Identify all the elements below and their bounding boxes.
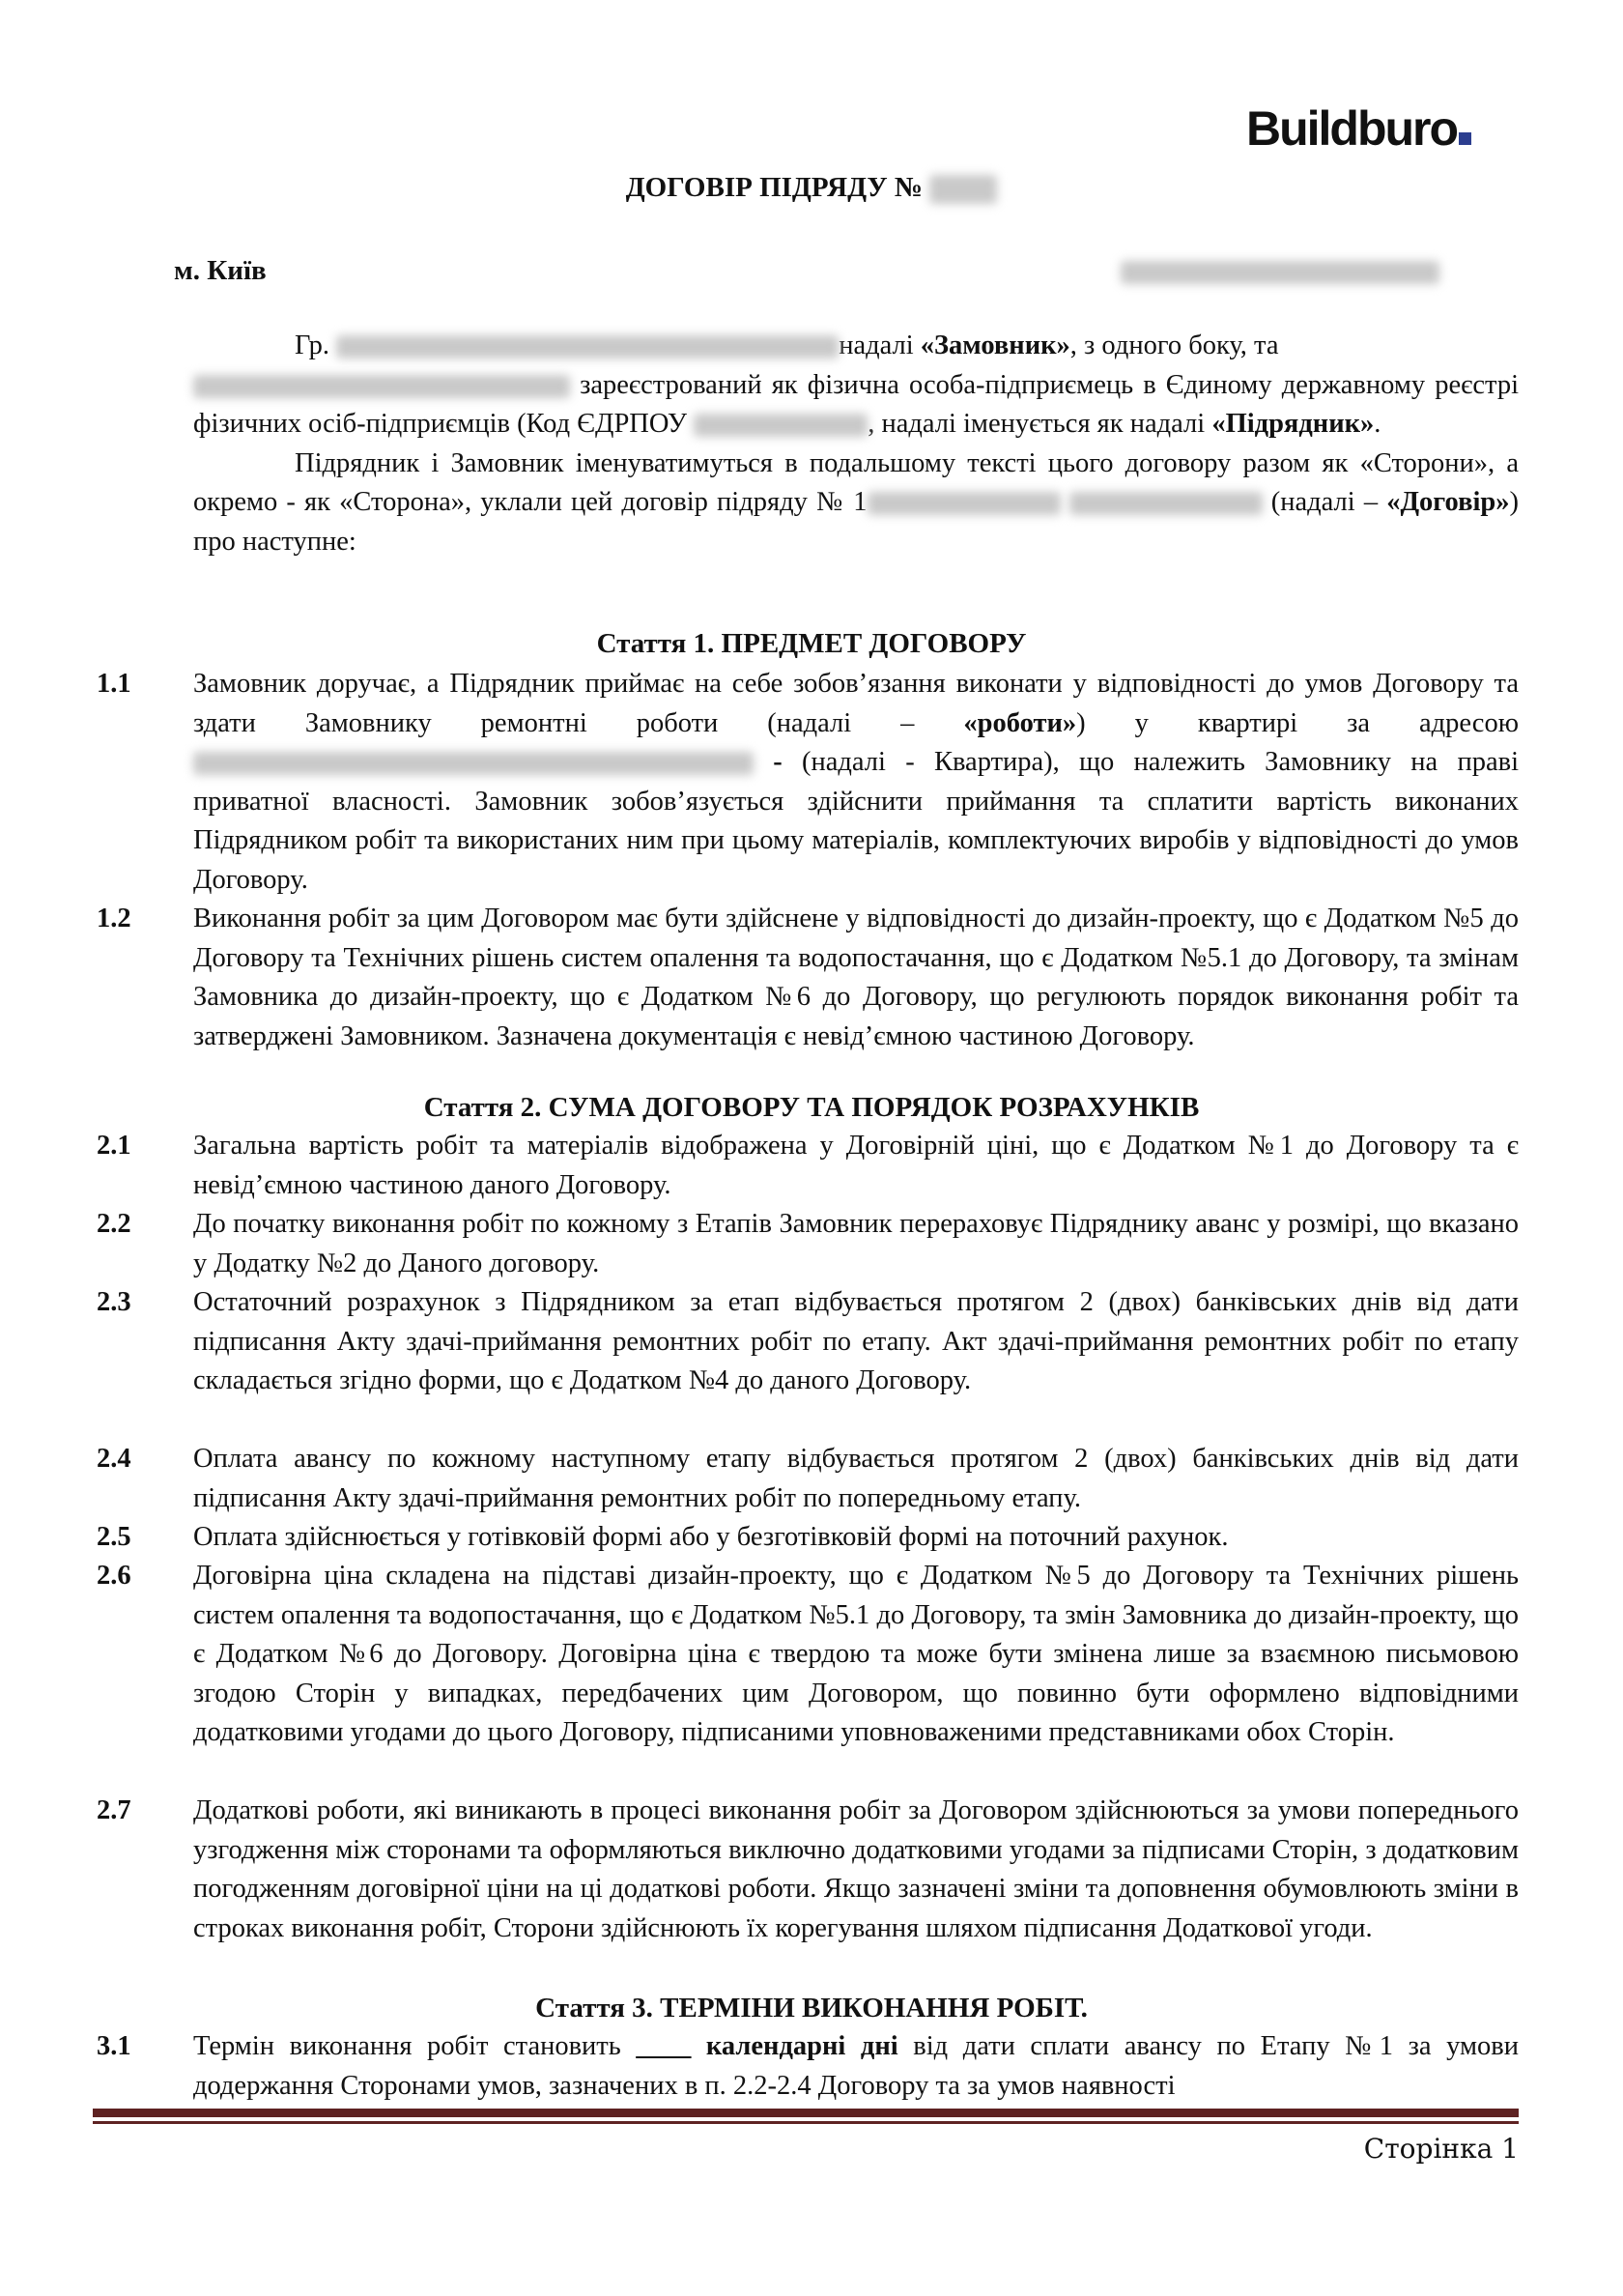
clause-text: Остаточний розрахунок з Підрядником за етап відбувається протягом 2 (двох) банківських днів від дати підписання Акту здачі-приймання ремонтних робіт по етапу. Акт здачі-приймання ремонтних робіт по етапу складається згідно форми, що є Додатком №4 до даного Договору. bbox=[193, 1287, 1519, 1395]
document-title bbox=[0, 172, 1623, 204]
clause-2-7 bbox=[97, 1792, 1519, 1948]
section-1-heading: Стаття 1. ПРЕДМЕТ ДОГОВОРУ bbox=[596, 628, 1027, 659]
redacted-contractor-name bbox=[193, 375, 570, 398]
clause-number: 2.3 bbox=[97, 1287, 131, 1317]
redacted-customer-name bbox=[336, 335, 839, 359]
clause-text: Замовник доручає, а Підрядник приймає на себе зобов’язання виконати у відповідності до умов Договору та здати Замовнику ремонтні роботи (надалі – «роботи») у квартирі за адресою - (надалі - Квартира), що належить Замовнику на праві приватної власності. Замовник зобов’язується здійснити приймання та сплатити вартість виконаних Підрядником робіт та використаних ним при цьому матеріалів, комплектуючих виробів у відповідності до умов Договору. bbox=[193, 669, 1519, 895]
clause-number: 1.1 bbox=[97, 669, 131, 699]
clause-1-2 bbox=[97, 900, 1519, 1056]
clause-number: 2.4 bbox=[97, 1444, 131, 1474]
footer-rule-thin bbox=[93, 2121, 1519, 2124]
clause-text: Термін виконання робіт становить ____ календарні дні від дати сплати авансу по Етапу №1 за умови додержання Сторонами умов, зазначених в п. 2.2-2.4 Договору та за умов наявності bbox=[193, 2031, 1519, 2101]
clause-1-1 bbox=[97, 665, 1519, 900]
clause-number: 1.2 bbox=[97, 904, 131, 933]
clause-text: Оплата авансу по кожному наступному етапу відбувається протягом 2 (двох) банківських днів від дати підписання Акту здачі-приймання ремонтних робіт по попередньому етапу. bbox=[193, 1444, 1519, 1513]
title-text: ДОГОВІР ПІДРЯДУ № bbox=[625, 172, 924, 203]
section-3-heading: Стаття 3. ТЕРМІНИ ВИКОНАННЯ РОБІТ. bbox=[535, 1993, 1088, 2023]
redacted-edrpou-code bbox=[694, 414, 868, 437]
clause-text: Виконання робіт за цим Договором має бути здійснене у відповідності до дизайн-проекту, що є Додатком №5 до Договору та Технічних рішень систем опалення та водопостачання, що є Додатком №5.1 до Договору, та змінам Замовника до дизайн-проекту, що є Додатком №6 до Договору, що регулюють порядок виконання робіт та затверджені Замовником. Зазначена документація є невід’ємною частиною Договору. bbox=[193, 904, 1519, 1051]
redacted-contract-ref bbox=[868, 492, 1061, 515]
clause-number: 2.1 bbox=[97, 1131, 131, 1161]
redacted-address bbox=[193, 752, 754, 775]
clause-text: Додаткові роботи, які виникають в процесі виконання робіт за Договором здійснюються за умови попереднього узгодження між сторонами та оформляються виключно додатковими угодами за підписами Сторін, з додатковим погодженням договірної ціни на ці додаткові роботи. Якщо зазначені зміни та доповнення обумовлюють зміни в строках виконання робіт, Сторони здійснюють їх корегування шляхом підписання Додаткової угоди. bbox=[193, 1795, 1519, 1943]
clause-3-1 bbox=[97, 2027, 1519, 2106]
clause-number: 2.7 bbox=[97, 1795, 131, 1825]
preamble bbox=[193, 327, 1519, 561]
city-date-row bbox=[174, 255, 1449, 287]
section-2-heading: Стаття 2. СУМА ДОГОВОРУ ТА ПОРЯДОК РОЗРАХУНКІВ bbox=[423, 1092, 1200, 1123]
redacted-date bbox=[1121, 261, 1439, 284]
city-label: м. Київ bbox=[174, 255, 267, 286]
logo-dot-icon bbox=[1459, 132, 1471, 145]
clause-text: До початку виконання робіт по кожному з Етапів Замовник перераховує Підряднику аванс у розмірі, що вказано у Додатку №2 до Даного договору. bbox=[193, 1209, 1519, 1278]
term-customer: «Замовник» bbox=[920, 330, 1070, 360]
footer-rule-thick bbox=[93, 2109, 1519, 2117]
clause-number: 2.6 bbox=[97, 1561, 131, 1591]
clause-2-5 bbox=[97, 1518, 1519, 1558]
clause-number: 2.5 bbox=[97, 1522, 131, 1552]
term-contractor: «Підрядник» bbox=[1211, 409, 1375, 439]
clause-2-4 bbox=[97, 1440, 1519, 1518]
page-number: Сторінка 1 bbox=[1363, 2133, 1519, 2165]
clause-text: Загальна вартість робіт та матеріалів відображена у Договірній ціні, що є Додатком №1 до Договору та є невід’ємною частиною даного Договору. bbox=[193, 1131, 1519, 1200]
clause-number: 3.1 bbox=[97, 2031, 131, 2061]
clause-2-1 bbox=[97, 1127, 1519, 1205]
term-contract: «Договір» bbox=[1386, 487, 1510, 517]
preamble-paragraph-parties: Гр. надалі «Замовник», з одного боку, та зареєстрований як фізична особа-підприємець в Єдиному державному реєстрі фізичних осіб-підприємців (Код ЄДРПОУ , надалі іменується як надалі «Підрядник». bbox=[193, 330, 1519, 439]
logo-text: Buildburo bbox=[1246, 101, 1458, 156]
buildburo-logo bbox=[1246, 101, 1471, 156]
clause-2-6 bbox=[97, 1557, 1519, 1753]
clause-2-3 bbox=[97, 1283, 1519, 1401]
clause-text: Оплата здійснюється у готівковій формі або у безготівковій формі на поточний рахунок. bbox=[193, 1522, 1229, 1552]
clause-2-2 bbox=[97, 1205, 1519, 1283]
redacted-contract-date bbox=[1069, 492, 1263, 515]
clause-text: Договірна ціна складена на підставі дизайн-проекту, що є Додатком №5 до Договору та Технічних рішень систем опалення та водопостачання, що є Додатком №5.1 до Договору, та змін Замовника до дизайн-проекту, що є Додатком №6 до Договору. Договірна ціна є твердою та може бути змінена лише за взаємною письмовою згодою Сторін у випадках, передбачених цим Договором, що повинно бути оформлено відповідними додатковими угодами до цього Договору, підписаними уповноваженими представниками обох Сторін. bbox=[193, 1561, 1519, 1747]
clause-number: 2.2 bbox=[97, 1209, 131, 1239]
preamble-paragraph-definitions: Підрядник і Замовник іменуватимуться в подальшому тексті цього договору разом як «Сторони», а окремо - як «Сторона», уклали цей договір підряду № 1 (надалі – «Договір») про наступне: bbox=[193, 447, 1519, 557]
redacted-contract-number bbox=[929, 175, 997, 204]
